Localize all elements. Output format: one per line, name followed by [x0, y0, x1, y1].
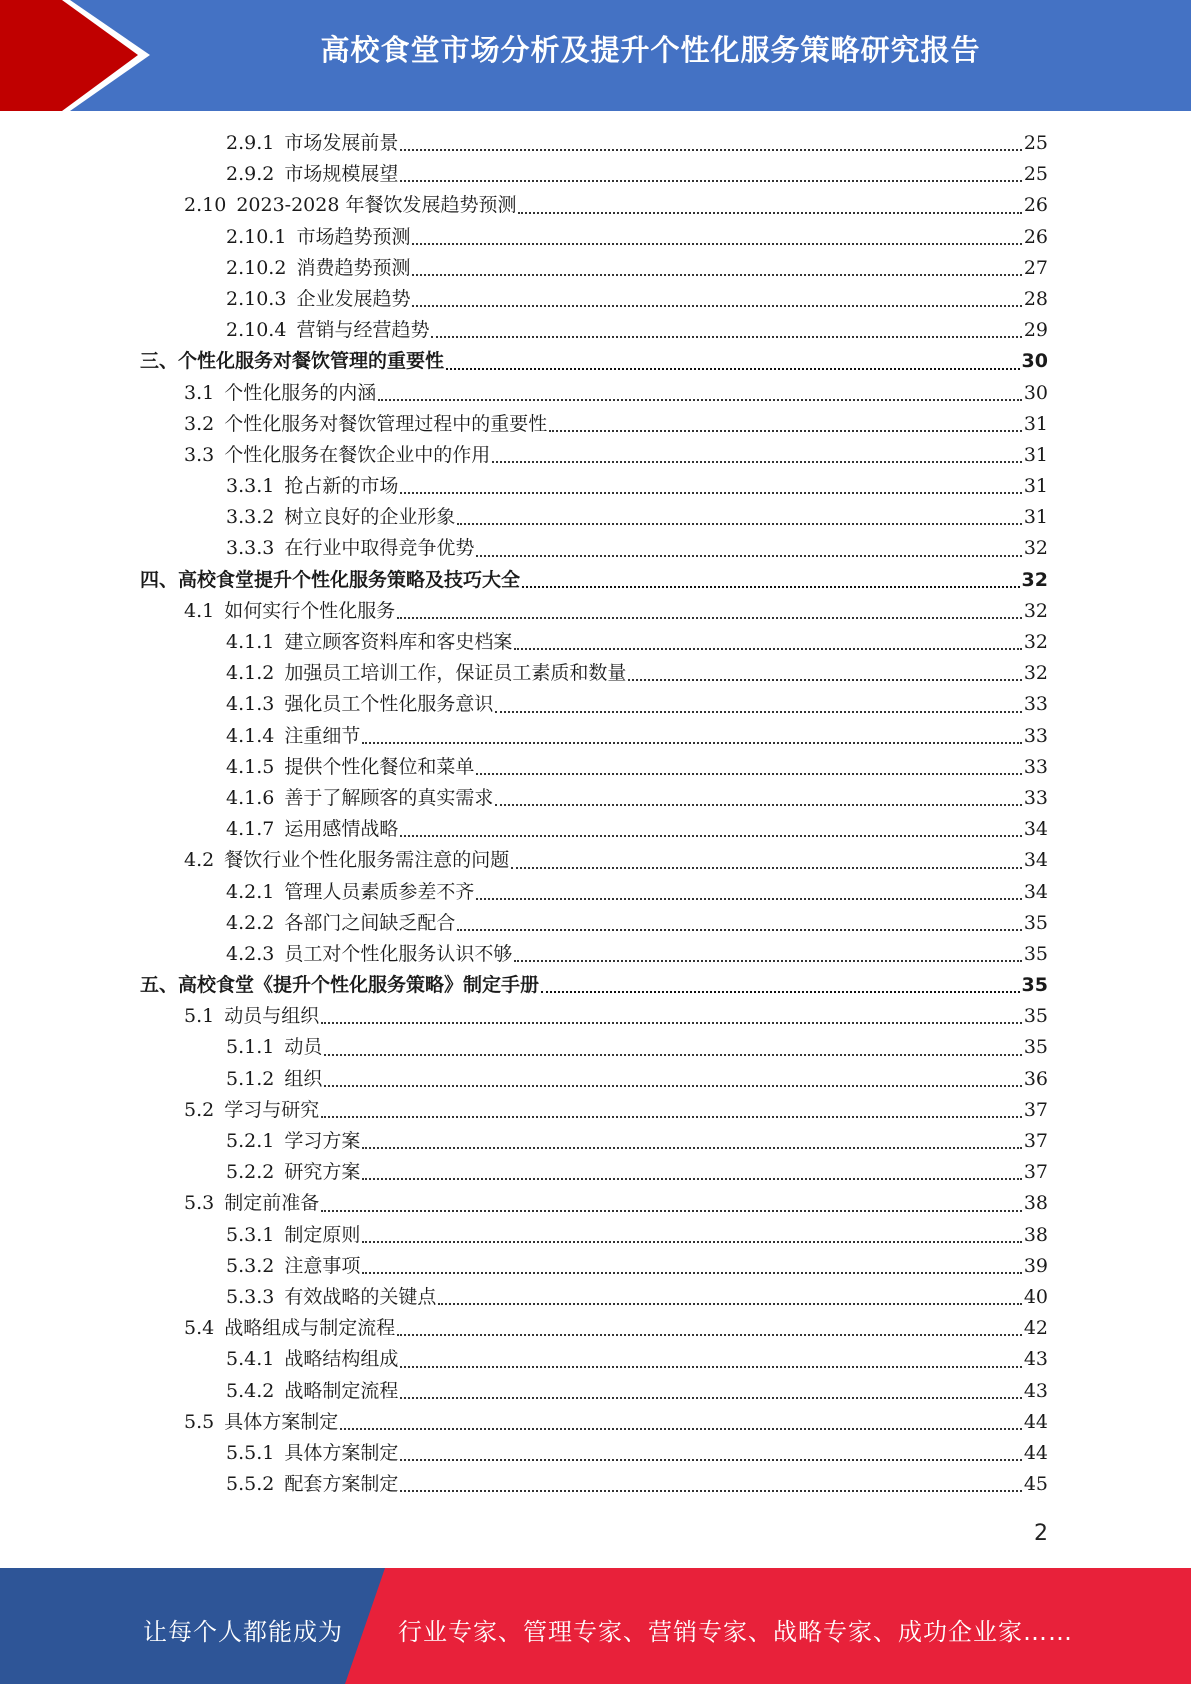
toc-entry-title: 个性化服务在餐饮企业中的作用: [224, 443, 491, 466]
toc-entry-title: 餐饮行业个性化服务需注意的问题: [224, 849, 510, 872]
toc-entry[interactable]: [140, 1313, 1048, 1344]
toc-entry-title: 提供个性化餐位和菜单: [284, 755, 475, 778]
toc-leader-dots: [438, 1303, 1021, 1305]
toc-entry-title: 抢占新的市场: [284, 475, 399, 498]
toc-entry-title: 个性化服务对餐饮管理过程中的重要性: [224, 412, 548, 435]
toc-entry-page: 30: [1021, 350, 1048, 373]
toc-entry-page: 31: [1023, 443, 1048, 466]
toc-leader-dots: [362, 1272, 1021, 1274]
toc-entry-page: 28: [1023, 287, 1048, 310]
toc-leader-dots: [400, 149, 1021, 151]
toc-entry[interactable]: [140, 128, 1048, 159]
toc-entry[interactable]: [140, 533, 1048, 564]
toc-entry[interactable]: [140, 845, 1048, 876]
toc-entry-number: 四、: [140, 568, 179, 591]
toc-leader-dots: [446, 368, 1020, 370]
toc-entry-page: 36: [1023, 1067, 1048, 1090]
toc-entry[interactable]: [140, 1344, 1048, 1375]
red-arrow-icon: [0, 0, 160, 111]
toc-entry-number: 2.10: [184, 194, 227, 217]
page-footer: [0, 1568, 1191, 1684]
toc-entry-title: 强化员工个性化服务意识: [284, 693, 494, 716]
toc-entry-number: 5.2.2: [226, 1161, 275, 1184]
toc-entry[interactable]: [140, 814, 1048, 845]
toc-leader-dots: [321, 1116, 1022, 1118]
toc-leader-dots: [378, 399, 1022, 401]
toc-entry[interactable]: [140, 409, 1048, 440]
toc-entry[interactable]: [140, 315, 1048, 346]
toc-entry-page: 37: [1023, 1161, 1048, 1184]
toc-entry-page: 31: [1023, 412, 1048, 435]
toc-entry-title: 制定原则: [284, 1223, 361, 1246]
toc-entry[interactable]: [140, 1126, 1048, 1157]
report-title: 高校食堂市场分析及提升个性化服务策略研究报告: [320, 33, 981, 67]
toc-leader-dots: [412, 305, 1021, 307]
toc-entry-number: 三、: [140, 350, 179, 373]
toc-entry-title: 组织: [284, 1067, 323, 1090]
toc-entry-title: 有效战略的关键点: [284, 1285, 437, 1308]
toc-entry-title: 企业发展趋势: [296, 287, 411, 310]
toc-entry-page: 30: [1023, 381, 1048, 404]
toc-leader-dots: [321, 1022, 1022, 1024]
toc-leader-dots: [412, 274, 1021, 276]
toc-entry-number: 3.3: [184, 443, 215, 466]
toc-entry-title: 加强员工培训工作，保证员工素质和数量: [284, 662, 627, 685]
toc-entry[interactable]: [140, 1001, 1048, 1032]
toc-leader-dots: [400, 1459, 1021, 1461]
toc-entry[interactable]: [140, 970, 1048, 1001]
toc-leader-dots: [492, 461, 1022, 463]
toc-leader-dots: [476, 555, 1021, 557]
toc-entry-page: 33: [1023, 786, 1048, 809]
toc-entry[interactable]: [140, 689, 1048, 720]
toc-entry[interactable]: [140, 1469, 1048, 1500]
toc-entry-number: 5.3.2: [226, 1254, 275, 1277]
toc-entry[interactable]: [140, 378, 1048, 409]
toc-entry-page: 33: [1023, 755, 1048, 778]
toc-entry[interactable]: [140, 721, 1048, 752]
toc-entry-number: 5.3.3: [226, 1285, 275, 1308]
toc-entry-number: 2.10.1: [226, 225, 287, 248]
toc-entry-number: 4.1.5: [226, 755, 275, 778]
toc-entry-title: 学习方案: [284, 1130, 361, 1152]
toc-leader-dots: [324, 1054, 1021, 1056]
toc-entry-number: 3.3.3: [226, 537, 275, 560]
toc-entry-title: 战略结构组成: [284, 1348, 399, 1371]
toc-entry[interactable]: [140, 752, 1048, 783]
toc-entry-page: 40: [1023, 1285, 1048, 1308]
toc-entry[interactable]: [140, 471, 1048, 502]
toc-leader-dots: [476, 773, 1021, 775]
toc-entry-page: 31: [1023, 506, 1048, 529]
toc-entry-number: 5.5.2: [226, 1473, 275, 1496]
toc-entry-page: 26: [1023, 194, 1048, 217]
toc-entry-page: 34: [1023, 818, 1048, 841]
toc-leader-dots: [549, 430, 1022, 432]
toc-entry-page: 25: [1023, 132, 1048, 154]
footer-slogan: 让每个人都能成为: [143, 1618, 343, 1646]
toc-entry[interactable]: [140, 502, 1048, 533]
toc-leader-dots: [518, 212, 1021, 214]
toc-entry-title: 注意事项: [284, 1254, 361, 1277]
toc-leader-dots: [412, 243, 1021, 245]
toc-entry[interactable]: [140, 908, 1048, 939]
toc-entry-number: 5.5: [184, 1410, 215, 1433]
toc-leader-dots: [324, 1085, 1021, 1087]
toc-leader-dots: [362, 1147, 1021, 1149]
toc-entry-number: 5.2: [184, 1098, 215, 1121]
toc-entry-page: 31: [1023, 475, 1048, 498]
toc-entry-page: 44: [1023, 1410, 1048, 1433]
table-of-contents: [140, 128, 1048, 1500]
toc-entry-page: 38: [1023, 1223, 1048, 1246]
toc-entry-number: 5.4.1: [226, 1348, 275, 1371]
toc-entry-title: 如何实行个性化服务: [224, 599, 396, 622]
toc-leader-dots: [362, 1241, 1021, 1243]
toc-entry-number: 4.1.6: [226, 786, 275, 809]
toc-entry-page: 32: [1023, 537, 1048, 560]
toc-entry-title: 具体方案制定: [224, 1410, 339, 1433]
toc-entry[interactable]: [140, 1376, 1048, 1407]
toc-entry-page: 39: [1023, 1254, 1048, 1277]
toc-entry[interactable]: [140, 1064, 1048, 1095]
toc-entry-title: 战略制定流程: [284, 1379, 399, 1402]
toc-entry-number: 5.4.2: [226, 1379, 275, 1402]
toc-entry-number: 5.2.1: [226, 1130, 275, 1152]
toc-entry-page: 29: [1023, 319, 1048, 342]
toc-entry[interactable]: [140, 627, 1048, 658]
toc-entry[interactable]: [140, 346, 1048, 377]
toc-entry-title: 注重细节: [284, 724, 361, 747]
toc-entry[interactable]: [140, 877, 1048, 908]
toc-entry[interactable]: [140, 284, 1048, 315]
toc-entry-page: 27: [1023, 256, 1048, 279]
toc-entry[interactable]: [140, 1095, 1048, 1126]
toc-entry-number: 4.2.1: [226, 880, 275, 903]
toc-entry-page: 32: [1023, 631, 1048, 653]
toc-entry-title: 高校食堂《提升个性化服务策略》制定手册: [178, 974, 540, 997]
toc-leader-dots: [514, 960, 1021, 962]
toc-entry-page: 34: [1023, 880, 1048, 903]
toc-entry-number: 2.9.2: [226, 163, 275, 186]
toc-entry[interactable]: [140, 1407, 1048, 1438]
toc-leader-dots: [400, 1490, 1021, 1492]
toc-entry-page: 38: [1023, 1192, 1048, 1215]
toc-leader-dots: [431, 336, 1021, 338]
toc-entry-page: 35: [1023, 942, 1048, 965]
toc-entry-title: 树立良好的企业形象: [284, 506, 456, 529]
toc-entry-title: 市场规模展望: [284, 163, 399, 186]
toc-entry-number: 3.3.1: [226, 475, 275, 498]
toc-entry-page: 37: [1023, 1098, 1048, 1121]
toc-entry-number: 2.9.1: [226, 132, 275, 154]
toc-entry-page: 45: [1023, 1473, 1048, 1496]
toc-leader-dots: [400, 180, 1021, 182]
toc-entry[interactable]: [140, 222, 1048, 253]
toc-entry[interactable]: [140, 939, 1048, 970]
toc-entry-number: 5.5.1: [226, 1441, 275, 1464]
toc-entry-page: 44: [1023, 1441, 1048, 1464]
toc-entry-title: 在行业中取得竞争优势: [284, 537, 475, 560]
toc-entry-page: 32: [1021, 568, 1048, 591]
toc-entry-title: 善于了解顾客的真实需求: [284, 786, 494, 809]
toc-entry-number: 5.3.1: [226, 1223, 275, 1246]
toc-leader-dots: [495, 711, 1021, 713]
toc-leader-dots: [400, 1366, 1021, 1368]
toc-leader-dots: [362, 742, 1021, 744]
toc-entry-title: 2023-2028 年餐饮发展趋势预测: [236, 194, 517, 217]
toc-entry-number: 3.2: [184, 412, 215, 435]
toc-entry[interactable]: [140, 1032, 1048, 1063]
toc-entry-page: 43: [1023, 1348, 1048, 1371]
toc-entry-title: 运用感情战略: [284, 818, 399, 841]
toc-entry-number: 4.2.3: [226, 942, 275, 965]
toc-leader-dots: [514, 648, 1021, 650]
toc-entry-title: 营销与经营趋势: [296, 319, 430, 342]
toc-entry-number: 2.10.4: [226, 319, 287, 342]
toc-entry-page: 32: [1023, 662, 1048, 685]
toc-entry-page: 42: [1023, 1317, 1048, 1340]
toc-entry-page: 26: [1023, 225, 1048, 248]
toc-entry-title: 个性化服务对餐饮管理的重要性: [178, 350, 445, 373]
toc-entry-title: 制定前准备: [224, 1192, 320, 1215]
toc-entry-page: 33: [1023, 693, 1048, 716]
toc-entry-number: 3.3.2: [226, 506, 275, 529]
footer-roles: 行业专家、管理专家、营销专家、战略专家、成功企业家……: [398, 1618, 1073, 1646]
toc-entry-page: 35: [1021, 974, 1048, 997]
toc-entry-number: 5.3: [184, 1192, 215, 1215]
toc-leader-dots: [628, 679, 1021, 681]
toc-leader-dots: [476, 898, 1021, 900]
toc-entry-number: 4.1.7: [226, 818, 275, 841]
toc-entry-number: 4.1.4: [226, 724, 275, 747]
toc-entry-title: 高校食堂提升个性化服务策略及技巧大全: [178, 568, 521, 591]
page-number: 2: [1034, 1521, 1048, 1546]
toc-entry-page: 43: [1023, 1379, 1048, 1402]
toc-entry-title: 动员: [284, 1036, 323, 1059]
toc-entry-title: 学习与研究: [224, 1098, 320, 1121]
toc-entry-title: 个性化服务的内涵: [224, 381, 377, 404]
toc-leader-dots: [400, 492, 1021, 494]
toc-leader-dots: [541, 991, 1020, 993]
toc-leader-dots: [397, 1334, 1022, 1336]
toc-entry[interactable]: [140, 253, 1048, 284]
toc-entry[interactable]: [140, 190, 1048, 221]
toc-entry-page: 35: [1023, 1036, 1048, 1059]
page-header: [0, 0, 1191, 111]
toc-leader-dots: [362, 1178, 1021, 1180]
toc-entry-number: 4.1.2: [226, 662, 275, 685]
toc-entry-number: 2.10.2: [226, 256, 287, 279]
toc-entry-page: 34: [1023, 849, 1048, 872]
toc-entry[interactable]: [140, 1251, 1048, 1282]
toc-leader-dots: [495, 804, 1021, 806]
toc-entry-title: 市场发展前景: [284, 132, 399, 154]
toc-entry[interactable]: [140, 159, 1048, 190]
toc-entry[interactable]: [140, 1282, 1048, 1313]
toc-entry-page: 35: [1023, 911, 1048, 934]
toc-entry-number: 五、: [140, 974, 179, 997]
toc-leader-dots: [511, 867, 1022, 869]
toc-entry-title: 员工对个性化服务认识不够: [284, 942, 513, 965]
toc-entry-number: 5.1.2: [226, 1067, 275, 1090]
toc-leader-dots: [321, 1210, 1022, 1212]
toc-entry-number: 4.2: [184, 849, 215, 872]
toc-entry-number: 4.1.1: [226, 631, 275, 653]
toc-entry-number: 5.4: [184, 1317, 215, 1340]
toc-entry[interactable]: [140, 1188, 1048, 1219]
toc-leader-dots: [397, 617, 1022, 619]
toc-leader-dots: [522, 586, 1020, 588]
toc-entry-title: 市场趋势预测: [296, 225, 411, 248]
toc-entry-number: 2.10.3: [226, 287, 287, 310]
toc-entry[interactable]: [140, 783, 1048, 814]
toc-entry-number: 5.1: [184, 1005, 215, 1028]
toc-entry-title: 配套方案制定: [284, 1473, 399, 1496]
toc-entry-title: 消费趋势预测: [296, 256, 411, 279]
toc-entry[interactable]: [140, 1220, 1048, 1251]
toc-entry-page: 37: [1023, 1130, 1048, 1152]
toc-entry-number: 4.2.2: [226, 911, 275, 934]
toc-entry[interactable]: [140, 440, 1048, 471]
toc-entry-page: 33: [1023, 724, 1048, 747]
toc-entry-title: 各部门之间缺乏配合: [284, 911, 456, 934]
toc-entry-title: 动员与组织: [224, 1005, 320, 1028]
toc-entry[interactable]: [140, 596, 1048, 627]
toc-entry-page: 32: [1023, 599, 1048, 622]
toc-entry[interactable]: [140, 1157, 1048, 1188]
toc-leader-dots: [400, 1397, 1021, 1399]
toc-entry-title: 建立顾客资料库和客史档案: [284, 631, 513, 653]
toc-entry-title: 研究方案: [284, 1161, 361, 1184]
toc-entry-title: 战略组成与制定流程: [224, 1317, 396, 1340]
toc-entry[interactable]: [140, 565, 1048, 596]
toc-leader-dots: [400, 835, 1021, 837]
toc-leader-dots: [340, 1428, 1022, 1430]
toc-entry-title: 具体方案制定: [284, 1441, 399, 1464]
toc-entry-number: 4.1: [184, 599, 215, 622]
toc-leader-dots: [457, 523, 1021, 525]
toc-leader-dots: [457, 929, 1021, 931]
toc-entry[interactable]: [140, 1438, 1048, 1469]
toc-entry-number: 5.1.1: [226, 1036, 275, 1059]
toc-entry-page: 25: [1023, 163, 1048, 186]
toc-entry-page: 35: [1023, 1005, 1048, 1028]
toc-entry-title: 管理人员素质参差不齐: [284, 880, 475, 903]
toc-entry-number: 3.1: [184, 381, 215, 404]
toc-entry-number: 4.1.3: [226, 693, 275, 716]
toc-entry[interactable]: [140, 658, 1048, 689]
